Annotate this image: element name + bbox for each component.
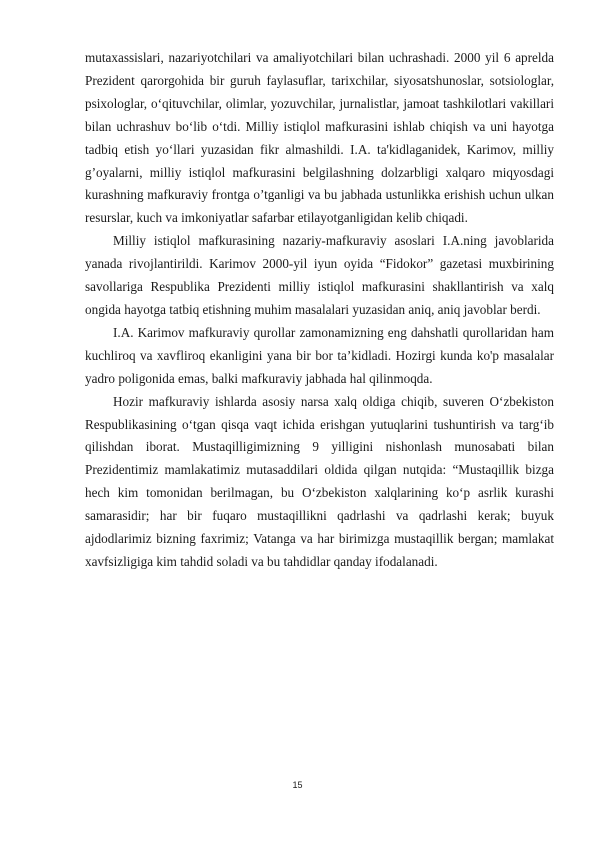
paragraph: I.A. Karimov mafkuraviy qurollar zamonamizning eng dahshatli qurollaridan ham kuchliroq va xavfliroq ekanligini yana bir bor ta’kidladi. Hozirgi kunda ko'p masalalar yadro poligonida emas, balki mafkuraviy jabhada hal qilinmoqda.: [85, 324, 554, 386]
paragraph-continuation: mutaxassislari, nazariyotchilari va amaliyotchilari bilan uchrashadi. 2000 yil 6 aprelda Prezident qarorgohida bir guruh faylasuflar, tarixchilar, siyosatshunoslar, sotsiologlar, psixologlar, o‘qituvchilar, olimlar, yozuvchilar, jurnalistlar, jamoat tashkilotlari vakillari bilan uchrashuv bo‘lib o‘tdi. Milliy istiqlol mafkurasini ishlab chiqish va uni hayotga tadbiq etish yo‘llari yuzasidan fikr almashildi. I.A. ta'kidlaganidek, Karimov, milliy g’oyalarni, milliy istiqlol mafkurasini belgilashning dolzarbligi xalqaro miqyosdagi kurashning mafkuraviy frontga o’tganligi va bu jabhada ustunlikka erishish uchun ulkan resurslar, kuch va imkoniyatlar safarbar etilayotganligidan kelib chiqadi.: [85, 50, 554, 226]
paragraph: Hozir mafkuraviy ishlarda asosiy narsa xalq oldiga chiqib, suveren O‘zbekiston Respublikasining o‘tgan qisqa vaqt ichida erishgan yutuqlarini tushuntirish va targ‘ib qilishdan iborat. Mustaqilligimizning 9 yilligini nishonlash munosabati bilan Prezidentimiz mamlakatimiz mutasaddilari oldida qilgan nutqida: “Mustaqillik bizga hech kim tomonidan berilmagan, bu O‘zbekiston xalqlarining ko‘p asrlik kurashi samarasidir; har bir fuqaro mustaqillikni qadrlashi va qadrlashi kerak; buyuk ajdodlarimiz bizning faxrimiz; Vatanga va har birimizga mustaqillik bergan; mamlakat xavfsizligiga kim tahdid soladi va bu tahdidlar qanday ifodalanadi.: [85, 393, 554, 569]
document-body: [85, 47, 554, 574]
paragraph: Milliy istiqlol mafkurasining nazariy-mafkuraviy asoslari I.A.ning javoblarida yanada rivojlantirildi. Karimov 2000-yil iyun oyida “Fidokor” gazetasi muxbirining savollariga Respublika Prezidenti milliy istiqlol mafkurasini shakllantirish va xalq ongida hayotga tatbiq etishning muhim masalalari yuzasidan aniq, aniq javoblar berdi.: [85, 233, 554, 317]
page-number: 15: [292, 780, 303, 790]
